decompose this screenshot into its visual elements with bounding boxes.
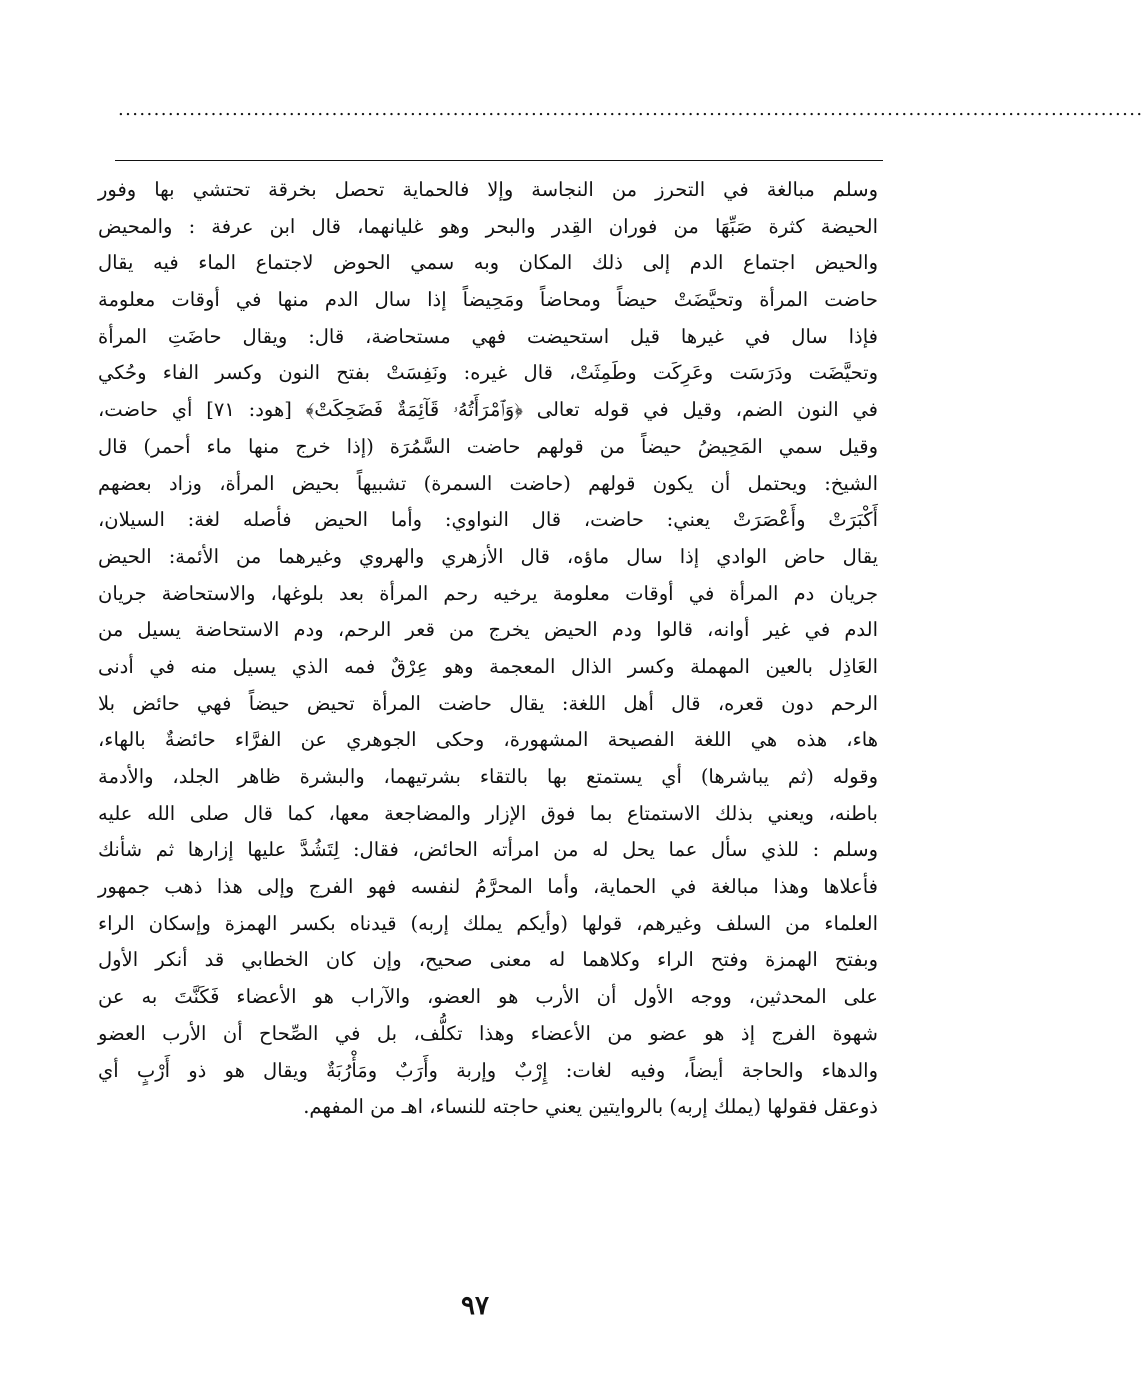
text-line-21: العلماء من السلف وغيرهم، قولها (وأيكم يملك إربه) قيدناه بكسر الهمزة وإسكان الراء [98,911,878,935]
text-line-3: والحيض اجتماع الدم إلى ذلك المكان وبه سمي الحوض لاجتماع الماء فيه يقال [98,251,878,275]
text-line-22: وبفتح الهمزة وفتح الراء وكلاهما له معنى صحيح، وإن كان الخطابي قد أنكر الأول [98,948,878,972]
text-line-1: وسلم مبالغة في التحرز من النجاسة وإلا فالحماية تحصل بخرقة تحتشي بها وفور [98,178,878,201]
text-line-25: والدهاء والحاجة أيضاً، وفيه لغات: إِرْبٌ وإربة وأَرَبٌ ومَأْرُبَةٌ ويقال هو ذو أَرْبٍ أي [98,1058,878,1082]
decorative-dotted-line: ................................................................................................................................................ [118,99,1144,120]
text-line-7: في النون الضم، وقيل في قوله تعالى ﴿وَٱمْرَأَتُهُۥ قَآئِمَةٌ فَضَحِكَتْ﴾ [هود: ٧١] أي حاضت، [98,398,879,422]
text-line-19: وسلم : للذي سأل عما يحل له من امرأته الحائض، فقال: لِتَشُدَّ عليها إزارها ثم شأنك [98,838,879,862]
text-line-10: أَكْبَرَتْ وأَعْصَرَتْ يعني: حاضت، قال النواوي: وأما الحيض فأصله لغة: السيلان، [98,508,878,532]
text-line-17: وقوله (ثم يباشرها) أي يستمتع بها بالتقاء بشرتيهما، والبشرة ظاهر الجلد، والأدمة [98,765,878,788]
text-line-8: وقيل سمي المَحِيضُ حيضاً من قولهم حاضت السَّمُرَة (إذا خرج منها ماء أحمر) قال [98,434,878,458]
text-line-15: الرحم دون قعره، قال أهل اللغة: يقال حاضت المرأة تحيض حيضاً فهي حائض بلا [98,691,878,715]
text-line-16: هاء، هذه هي اللغة الفصيحة المشهورة، وحكى الجوهري عن الفرَّاء حائضةٌ بالهاء، [98,728,878,752]
text-line-14: العَاذِل بالعين المهملة وكسر الذال المعجمة وهو عِرْقٌ فمه الذي يسيل منه في أدنى [98,654,878,678]
page-number: ٩٧ [461,1291,489,1321]
page-body-text [98,172,878,1126]
text-line-18: باطنه، ويعني بذلك الاستمتاع بما فوق الإزار والمضاجعة معها، كما قال صلى الله عليه [98,801,878,825]
text-line-23: على المحدثين، ووجه الأول أن الأرب هو العضو، والآراب هو الأعضاء فَكَنَّتَ به عن [98,985,878,1009]
text-line-11: يقال حاض الوادي إذا سال ماؤه، قال الأزهري والهروي وغيرهما من الأئمة: الحيض [98,544,878,568]
header-separator-rule [115,160,883,161]
text-line-13: الدم في غير أوانه، قالوا ودم الحيض يخرج من قعر الرحم، ودم الاستحاضة يسيل من [98,618,878,642]
text-line-12: جريان دم المرأة في أوقات معلومة يرخيه رحم المرأة بعد بلوغها، والاستحاضة جريان [98,581,878,605]
text-line-20: فأعلاها وهذا مبالغة في الحماية، وأما المحرَّمُ لنفسه فهو الفرج وإلى هذا ذهب جمهور [98,875,878,899]
text-line-26: ذوعقل فقولها (يملك إربه) بالروايتين يعني حاجته للنساء، اهـ من المفهم. [303,1095,878,1119]
text-line-24: شهوة الفرج إذ هو عضو من الأعضاء وهذا تكلُّف، بل في الصِّحاح أن الأرب العضو [98,1021,878,1045]
text-line-4: حاضت المرأة وتحيَّضَتْ حيضاً ومحاضاً ومَحِيضاً إذا سال الدم منها في أوقات معلومة [98,288,878,312]
text-line-6: وتحيَّضَت ودَرَسَت وعَرِكَت وطَمِثَتْ، قال غيره: ونَفِسَتْ بفتح النون وكسر الفاء وحُكي [98,361,878,385]
text-line-2: الحيضة كثرة صَبِّهَا من فوران القِدر والبحر وهو غليانهما، قال ابن عرفة : والمحيض [98,214,878,238]
text-line-9: الشيخ: ويحتمل أن يكون قولهم (حاضت السمرة) تشبيهاً بحيض المرأة، وزاد بعضهم [98,471,878,495]
text-line-5: فإذا سال في غيرها قيل استحيضت فهي مستحاضة، قال: ويقال حاضَتِ المرأة [98,324,878,348]
